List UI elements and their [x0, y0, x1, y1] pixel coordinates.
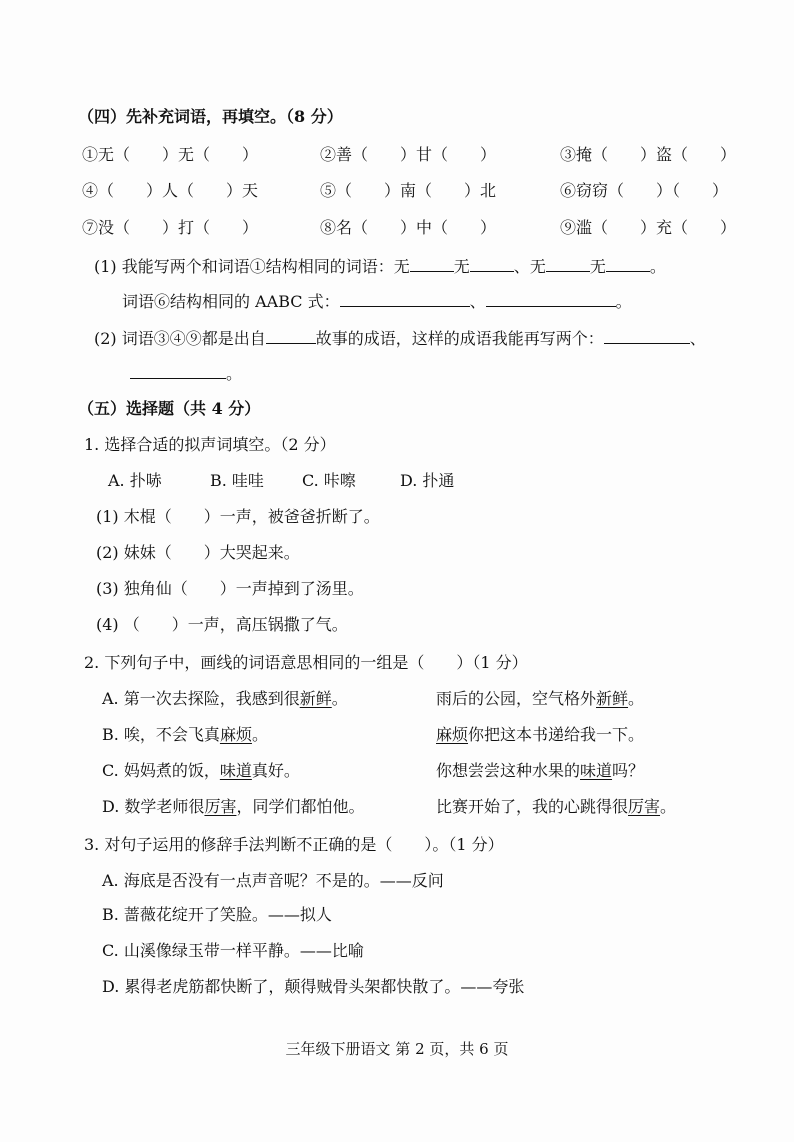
q5-2-a-left: A. 第一次去探险，我感到很新鲜。: [102, 689, 348, 708]
idiom-cell-5: ⑤（ ）南（ ）北: [320, 181, 497, 200]
answer-blank[interactable]: [546, 255, 590, 272]
q5-3-option-a: A. 海底是否没有一点声音呢？不是的。——反问: [102, 871, 444, 890]
answer-blank[interactable]: [410, 255, 454, 272]
q5-3-option-c: C. 山溪像绿玉带一样平静。——比喻: [102, 941, 364, 960]
q5-1-item-4: (4) （ ）一声，高压锅撒了气。: [96, 615, 348, 634]
q5-3-option-d: D. 累得老虎筋都快断了，颠得贼骨头架都快散了。——夸张: [102, 977, 525, 996]
idiom-cell-2: ②善（ ）甘（ ）: [320, 145, 497, 164]
idiom-cell-6: ⑥窃窃（ ）（ ）: [560, 181, 729, 200]
underlined-word: 味道: [219, 761, 252, 780]
underlined-word: 厉害: [204, 797, 237, 816]
answer-blank[interactable]: [130, 362, 226, 379]
answer-blank[interactable]: [486, 290, 616, 307]
q5-1-item-1: (1) 木棍（ ）一声，被爸爸折断了。: [96, 507, 380, 526]
q5-2-b-right: 麻烦你把这本书递给我一下。: [436, 725, 645, 744]
q5-1-item-3: (3) 独角仙（ ）一声掉到了汤里。: [96, 579, 364, 598]
q5-2-b-left: B. 唉，不会飞真麻烦。: [102, 725, 268, 744]
q5-1-option-c: C. 咔嚓: [302, 471, 356, 490]
section4-heading: （四）先补充词语，再填空。（8 分）: [78, 107, 343, 126]
underlined-word: 麻烦: [436, 725, 469, 744]
idiom-cell-8: ⑧名（ ）中（ ）: [320, 218, 497, 237]
q1-line2: 词语⑥结构相同的 AABC 式： 、 。: [122, 292, 632, 311]
q5-1-option-a: A. 扑哧: [108, 471, 162, 490]
idiom-cell-4: ④（ ）人（ ）天: [82, 181, 259, 200]
underlined-word: 新鲜: [299, 689, 332, 708]
underlined-word: 厉害: [628, 797, 661, 816]
q5-2-d-left: D. 数学老师很厉害，同学们都怕他。: [102, 797, 365, 816]
answer-blank[interactable]: [470, 255, 514, 272]
answer-blank[interactable]: [604, 327, 690, 344]
section5-heading: （五）选择题（共 4 分）: [78, 399, 261, 418]
page-footer: 三年级下册语文 第 2 页，共 6 页: [285, 1040, 509, 1058]
underlined-word: 麻烦: [219, 725, 252, 744]
q5-3-stem: 3. 对句子运用的修辞手法判断不正确的是（ ）。（1 分）: [84, 835, 504, 854]
q2-line: (2) 词语③④⑨都是出自 故事的成语，这样的成语我能再写两个： 、: [94, 329, 706, 348]
idiom-cell-3: ③掩（ ）盗（ ）: [560, 145, 737, 164]
q5-1-item-2: (2) 妹妹（ ）大哭起来。: [96, 543, 300, 562]
q5-2-c-right: 你想尝尝这种水果的味道吗？: [436, 761, 645, 780]
q5-2-d-right: 比赛开始了，我的心跳得很厉害。: [436, 797, 677, 816]
q5-2-a-right: 雨后的公园，空气格外新鲜。: [436, 689, 645, 708]
answer-blank[interactable]: [340, 290, 470, 307]
q2-line-cont: 。: [130, 362, 242, 385]
idiom-cell-7: ⑦没（ ）打（ ）: [82, 218, 259, 237]
answer-blank[interactable]: [266, 327, 316, 344]
q5-1-option-b: B. 哇哇: [210, 471, 264, 490]
idiom-cell-9: ⑨滥（ ）充（ ）: [560, 218, 737, 237]
q5-1-stem: 1. 选择合适的拟声词填空。（2 分）: [84, 435, 336, 454]
q5-1-option-d: D. 扑通: [400, 471, 455, 490]
answer-blank[interactable]: [606, 255, 650, 272]
q5-3-option-b: B. 蔷薇花绽开了笑脸。——拟人: [102, 905, 332, 924]
q5-2-stem: 2. 下列句子中，画线的词语意思相同的一组是（ ）（1 分）: [84, 653, 528, 672]
underlined-word: 味道: [580, 761, 613, 780]
idiom-cell-1: ①无（ ）无（ ）: [82, 145, 259, 164]
underlined-word: 新鲜: [596, 689, 629, 708]
q5-2-c-left: C. 妈妈煮的饭，味道真好。: [102, 761, 300, 780]
q1-line1: (1) 我能写两个和词语①结构相同的词语：无 无 、无 无 。: [94, 257, 666, 276]
